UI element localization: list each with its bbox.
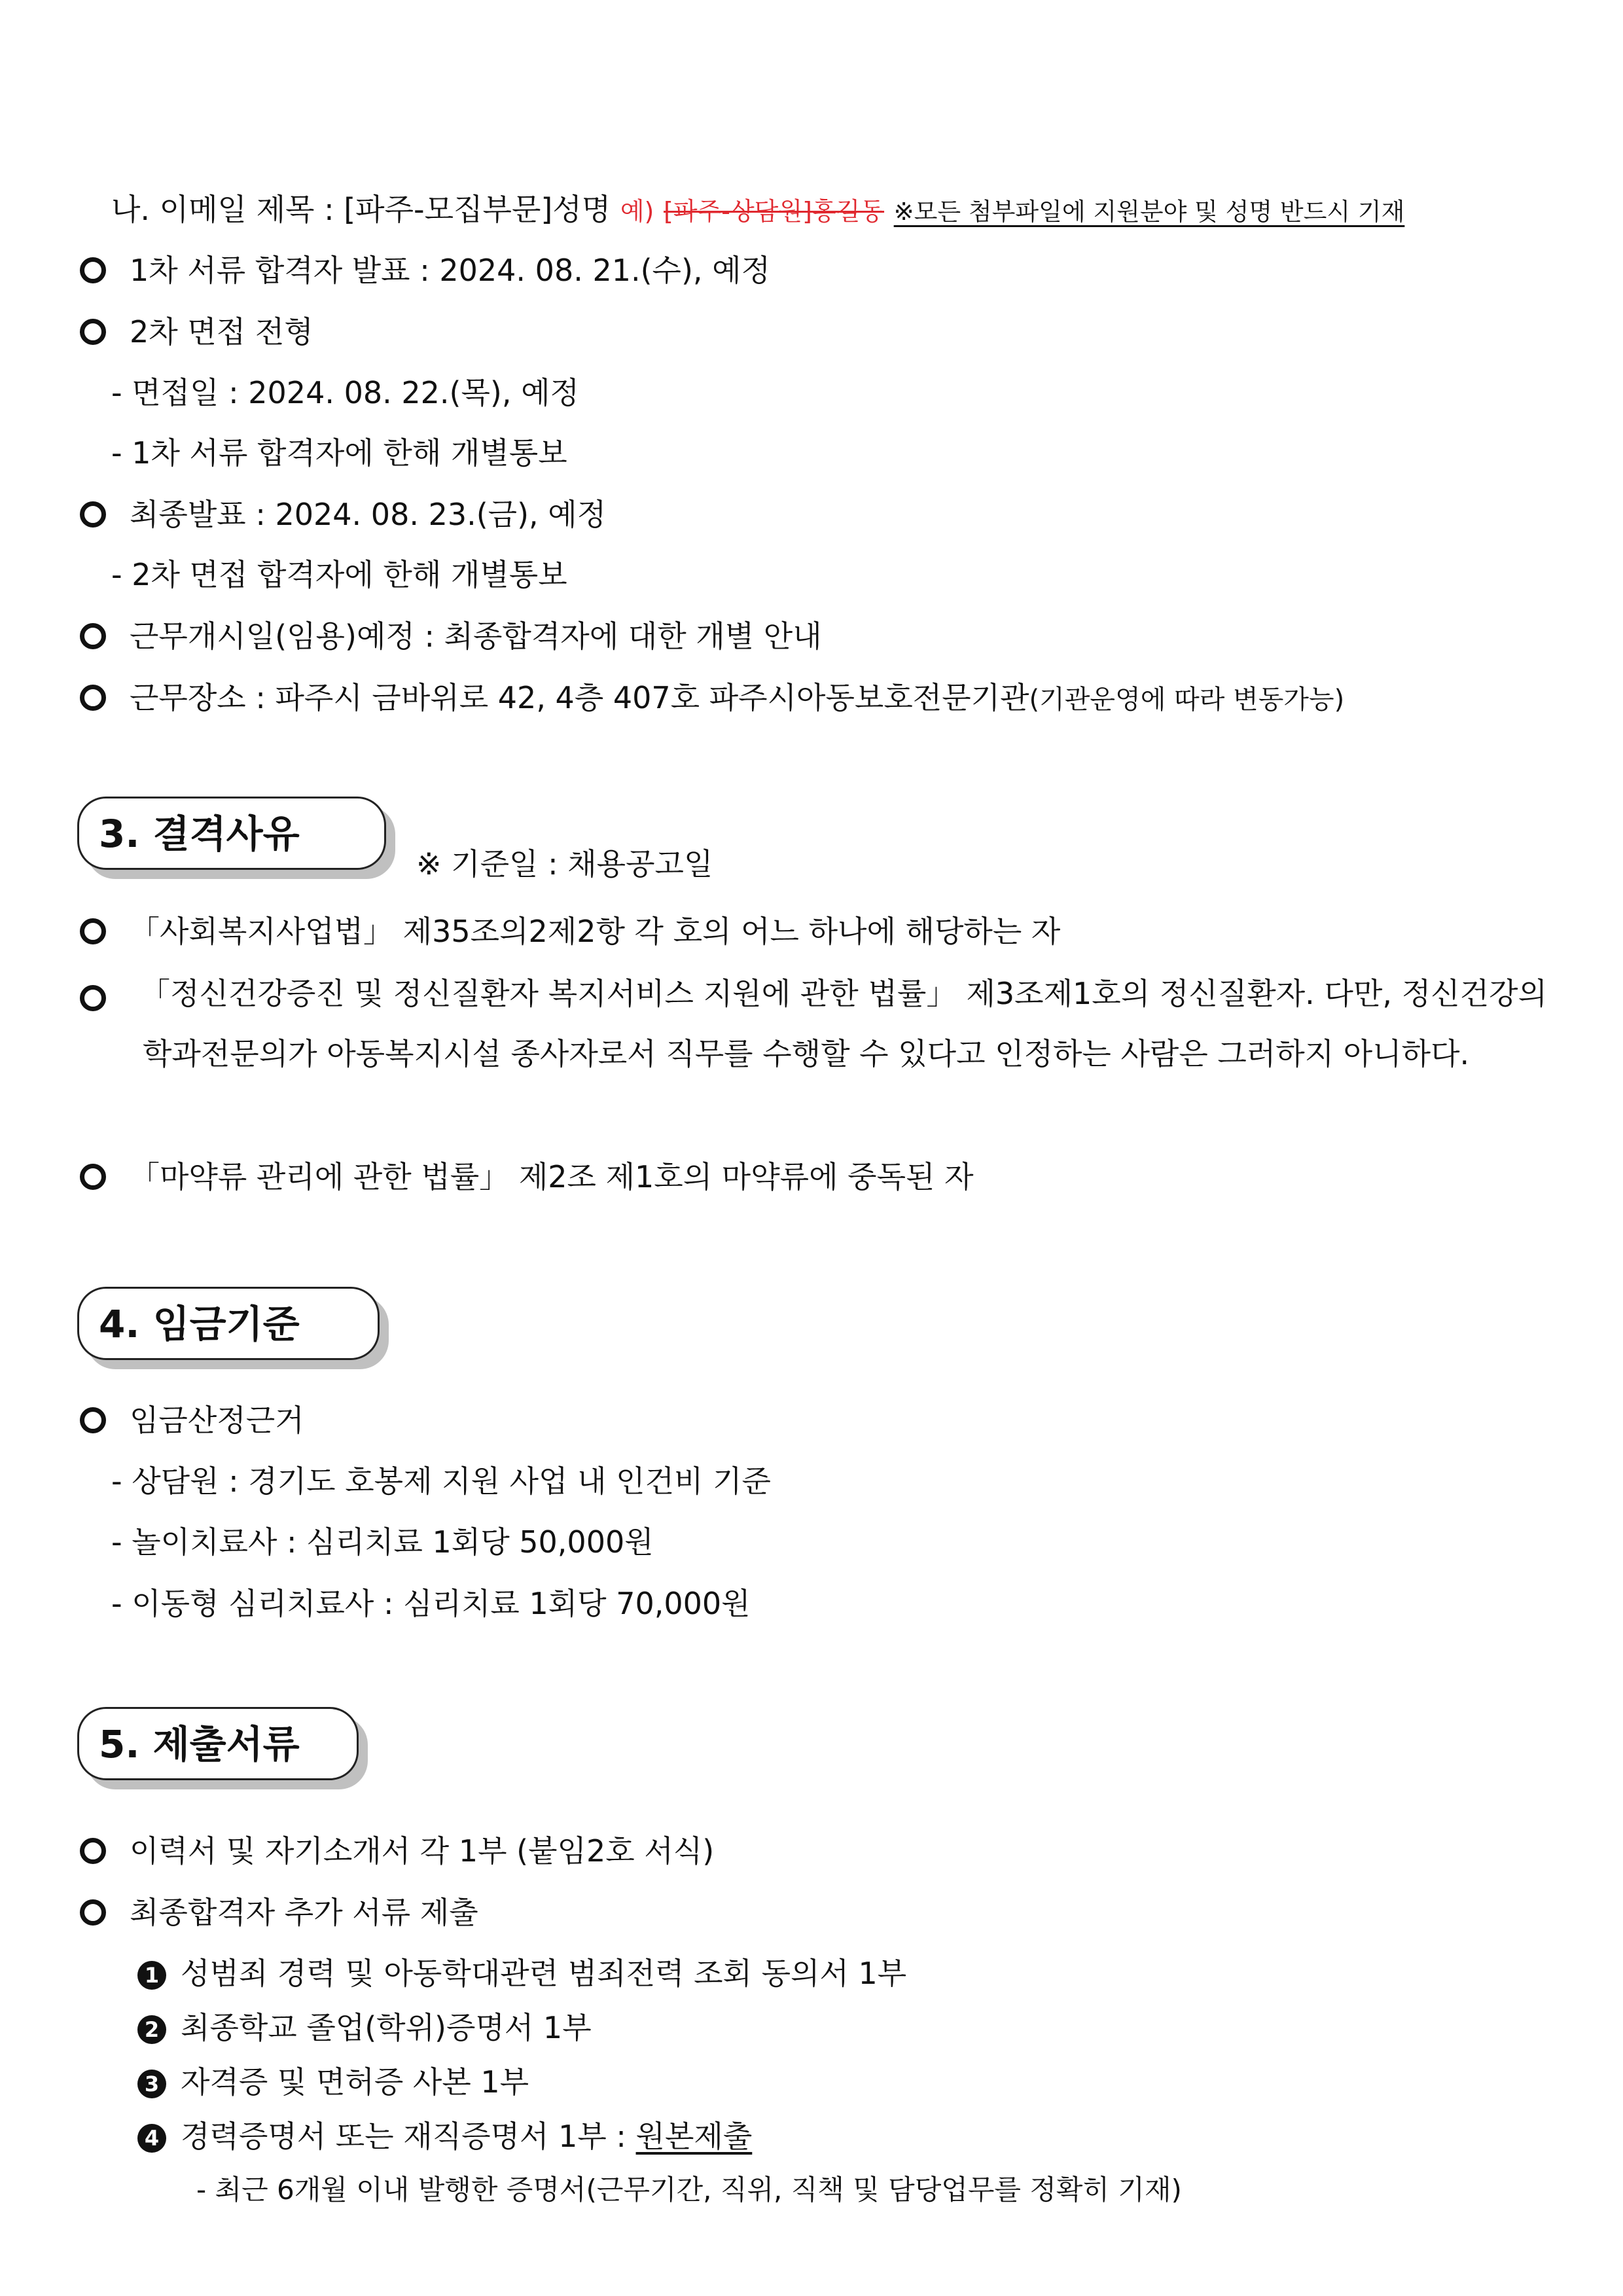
example-label: 예)	[620, 197, 654, 226]
disqualification-item-3	[80, 1157, 974, 1196]
resume-text: 이력서 및 자기소개서 각 1부 (붙임2호 서식)	[130, 1833, 715, 1869]
circle-bullet-icon	[80, 1164, 106, 1190]
circle-bullet-icon	[80, 685, 106, 711]
wage-play-therapist: - 놀이치료사 : 심리치료 1회당 50,000원	[111, 1524, 654, 1560]
circle-bullet-icon	[80, 1407, 106, 1433]
circle-bullet-icon	[80, 319, 106, 345]
wage-basis-line	[80, 1401, 304, 1440]
interview-title-text: 2차 면접 전형	[130, 314, 313, 350]
interview-notice-line: - 1차 서류 합격자에 한해 개별통보	[111, 435, 567, 471]
circle-bullet-icon	[80, 1899, 106, 1926]
section5-heading-text: 5. 제출서류	[77, 1707, 359, 1780]
wage-mobile-therapist: - 이동형 심리치료사 : 심리치료 1회당 70,000원	[111, 1586, 751, 1621]
number-3-icon: 3	[137, 2070, 166, 2098]
circle-bullet-icon	[80, 1838, 106, 1864]
circle-bullet-icon	[80, 257, 106, 283]
disqualification-item-1-text: 「사회복지사업법」 제35조의2제2항 각 호의 어느 하나에 해당하는 자	[130, 914, 1061, 949]
final-docs-text: 최종합격자 추가 서류 제출	[130, 1895, 478, 1930]
doc-item-2	[137, 2008, 592, 2047]
first-result-text: 1차 서류 합격자 발표 : 2024. 08. 21.(수), 예정	[130, 253, 771, 288]
circle-bullet-icon	[80, 623, 106, 649]
number-1-icon: 1	[137, 1961, 166, 1990]
interview-title-line	[80, 312, 313, 351]
doc-item-4	[137, 2117, 752, 2156]
wage-counselor: - 상담원 : 경기도 호봉제 지원 사업 내 인건비 기준	[111, 1463, 771, 1499]
resume-line	[80, 1831, 714, 1871]
first-result-line	[80, 251, 770, 290]
circle-bullet-icon	[80, 985, 106, 1011]
doc-item-1-text: 성범죄 경력 및 아동학대관련 범죄전력 조회 동의서 1부	[181, 1956, 907, 1991]
email-subject-prefix: 나. 이메일 제목 : [파주-모집부문]성명	[111, 192, 611, 227]
example-value: [파주-상담원]홍길동	[664, 197, 885, 226]
doc-item-4-text: 경력증명서 또는 재직증명서 1부 :	[181, 2119, 636, 2154]
start-date-line	[80, 617, 822, 656]
section5-heading	[77, 1707, 359, 1780]
attachment-note: ※모든 첨부파일에 지원분야 및 성명 반드시 기재	[893, 198, 1405, 226]
email-subject-line	[111, 190, 1404, 232]
number-2-icon: 2	[137, 2015, 166, 2044]
workplace-line	[80, 678, 1344, 719]
original-required-emphasis: 원본제출	[635, 2119, 753, 2154]
certificate-note: - 최근 6개월 이내 발행한 증명서(근무기간, 직위, 직책 및 담당업무를 정확히 기재)	[196, 2174, 1182, 2206]
disqualification-item-3-text: 「마약류 관리에 관한 법률」 제2조 제1호의 마약류에 중독된 자	[130, 1159, 974, 1194]
section3-heading-text: 3. 결격사유	[77, 797, 386, 870]
section4-heading-text: 4. 임금기준	[77, 1287, 380, 1360]
section4-heading	[77, 1287, 380, 1360]
circle-bullet-icon	[80, 501, 106, 528]
start-date-text: 근무개시일(임용)예정 : 최종합격자에 대한 개별 안내	[130, 619, 822, 654]
interview-date-line: - 면접일 : 2024. 08. 22.(목), 예정	[111, 375, 579, 410]
disqualification-item-2: 「정신건강증진 및 정신질환자 복지서비스 지원에 관한 법률」 제3조제1호의 정신질환자. 다만, 정신건강의학과전문의가 아동복지시설 종사자로서 직무를 수행할 수 있다고 인정하는 사람은 그러하지 아니하다.	[140, 976, 1547, 1071]
final-docs-line	[80, 1893, 478, 1932]
reference-date-note: ※ 기준일 : 채용공고일	[416, 846, 713, 882]
wage-basis-text: 임금산정근거	[130, 1403, 304, 1438]
workplace-text: 근무장소 : 파주시 금바위로 42, 4층 407호 파주시아동보호전문기관	[130, 680, 1029, 715]
number-4-icon: 4	[137, 2124, 166, 2153]
doc-item-2-text: 최종학교 졸업(학위)증명서 1부	[181, 2010, 592, 2045]
doc-item-3-text: 자격증 및 면허증 사본 1부	[181, 2064, 529, 2100]
section3-heading	[77, 797, 386, 870]
final-notice-line: - 2차 면접 합격자에 한해 개별통보	[111, 557, 567, 592]
disqualification-item-1	[80, 912, 1060, 951]
doc-item-1	[137, 1954, 906, 1993]
doc-item-3	[137, 2062, 529, 2102]
workplace-note: (기관운영에 따라 변동가능)	[1029, 685, 1345, 715]
circle-bullet-icon	[80, 918, 106, 944]
final-result-line	[80, 495, 606, 534]
final-result-text: 최종발표 : 2024. 08. 23.(금), 예정	[130, 497, 607, 532]
